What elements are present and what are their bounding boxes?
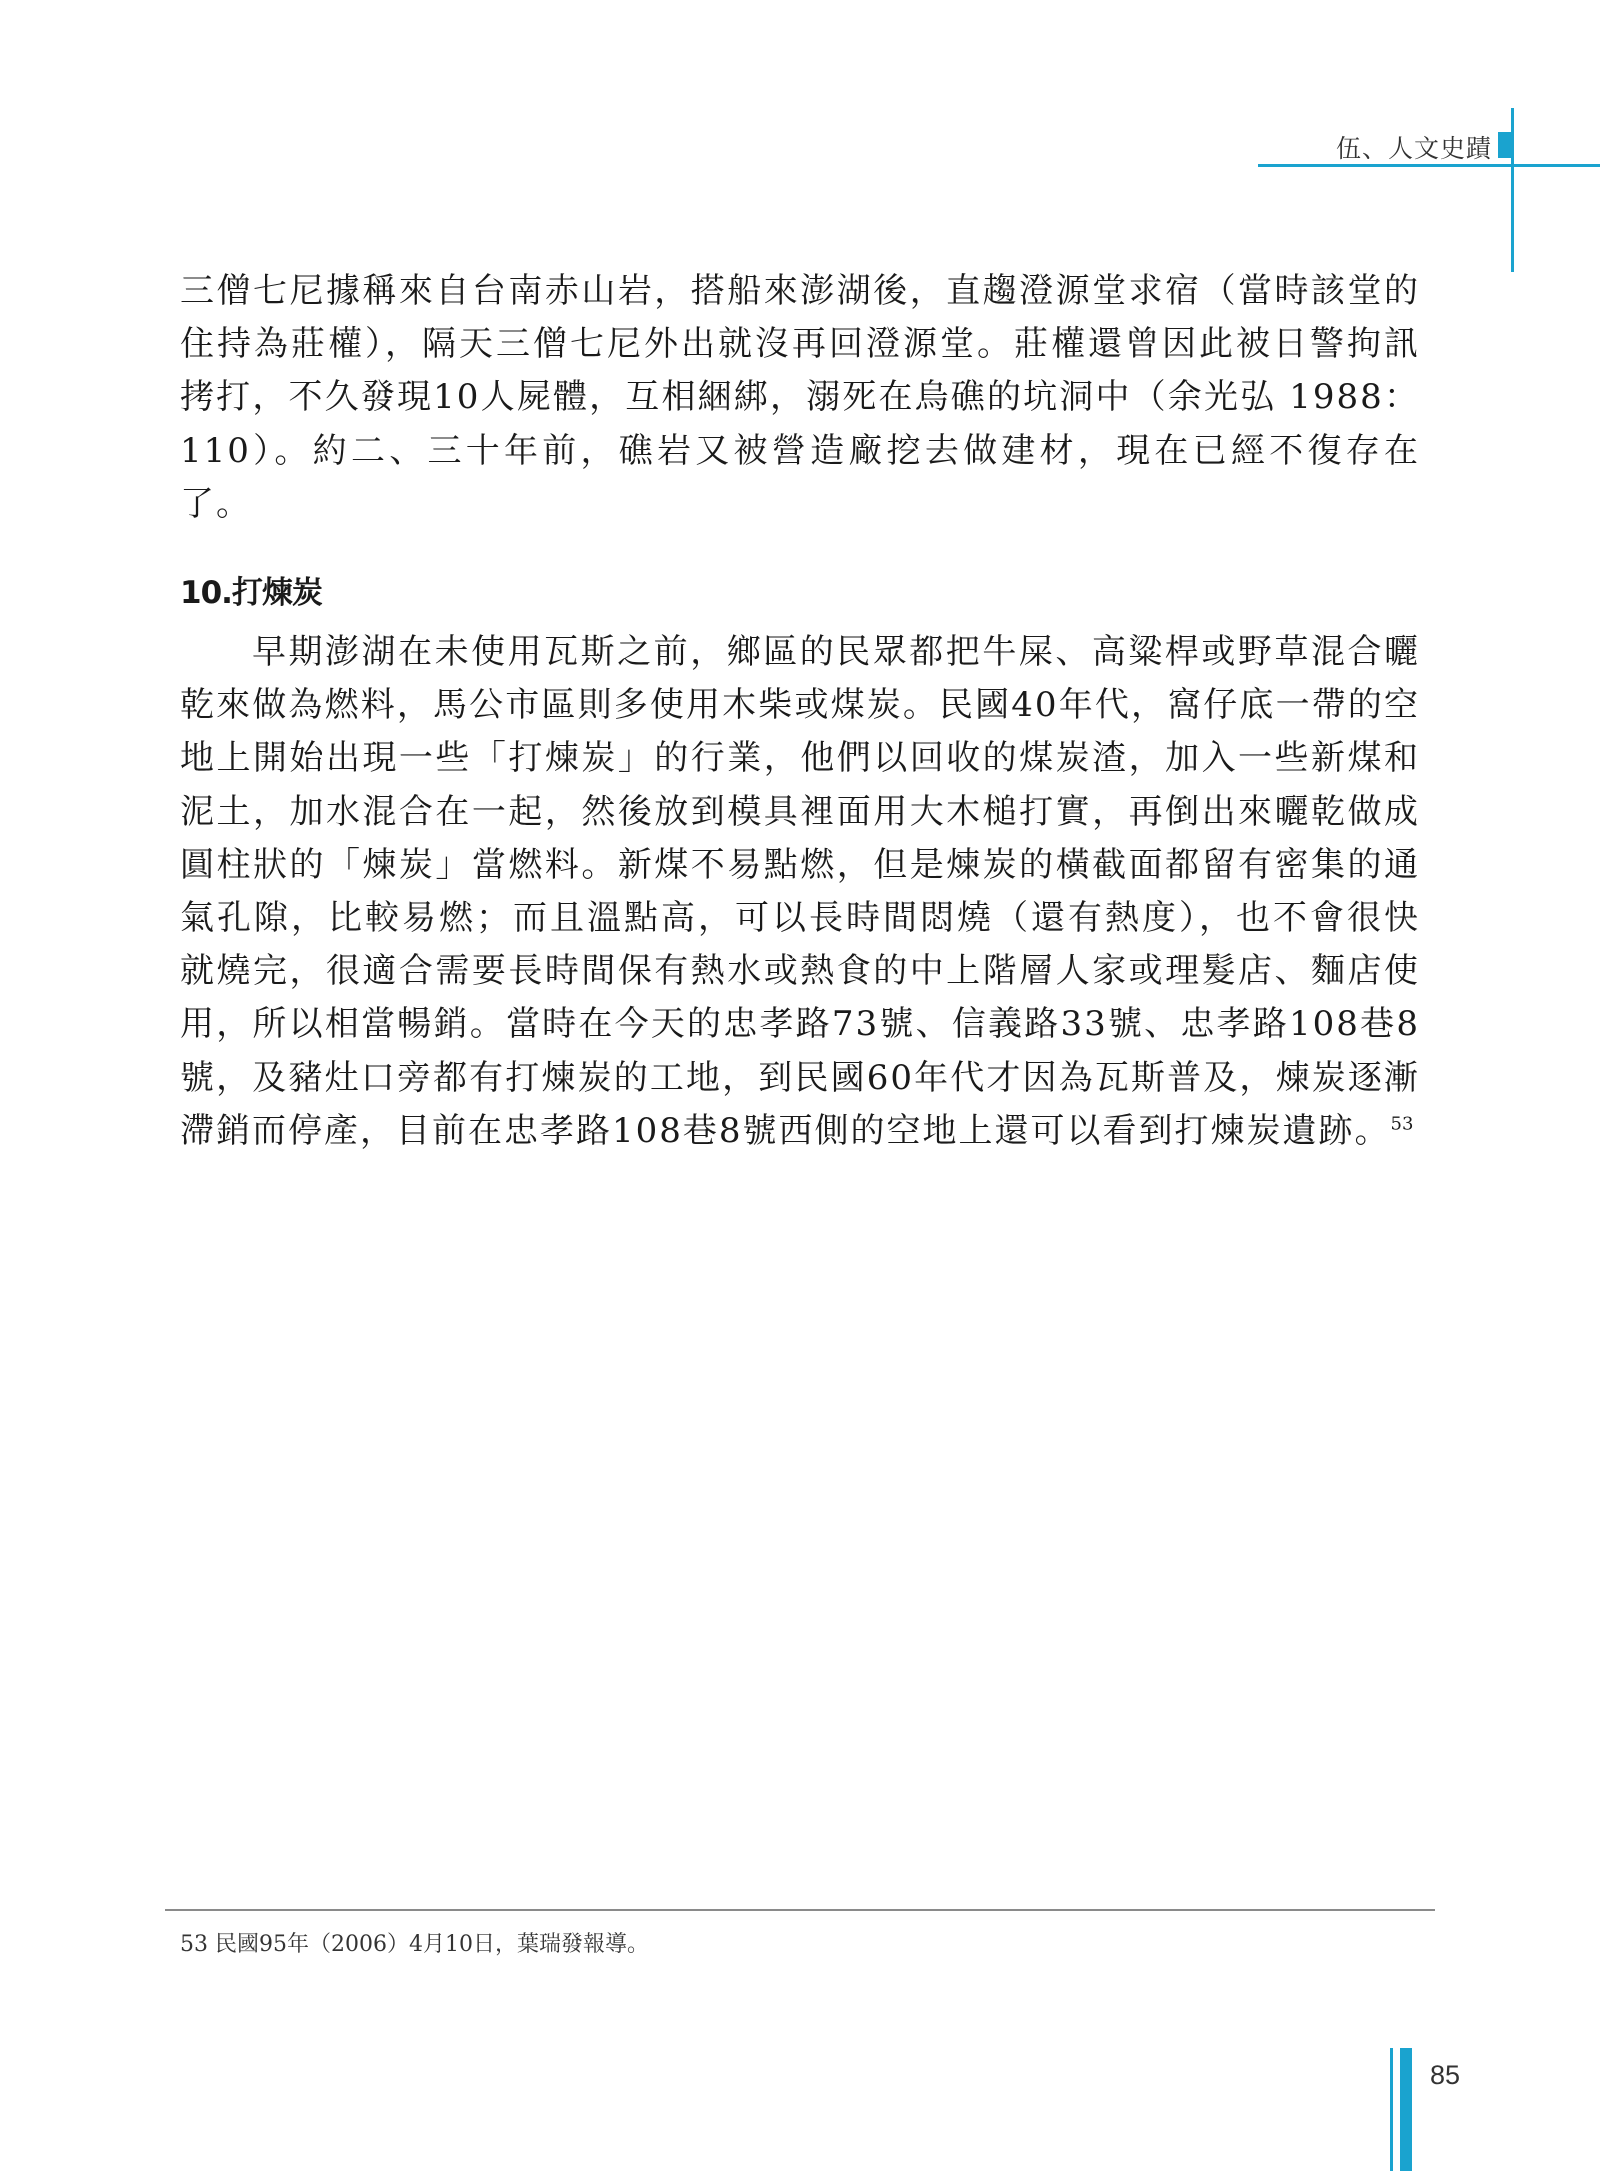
header-accent-block (1498, 132, 1511, 158)
running-header-title: 伍、人文史蹟 (1335, 134, 1492, 163)
footnote-divider (165, 1909, 1435, 1911)
body-paragraph-1: 三僧七尼據稱來自台南赤山岩，搭船來澎湖後，直趨澄源堂求宿（當時該堂的住持為莊權），隔天三僧七尼外出就沒再回澄源堂。莊權還曾因此被日警拘訊拷打，不久發現10人屍體，互相綑綁，溺死在烏礁的坑洞中（余光弘 1988：110）。約二、三十年前，礁岩又被營造廠挖去做建材，現在已經不復存在了。 (180, 271, 1420, 524)
body-paragraph-2-text: 早期澎湖在未使用瓦斯之前，鄉區的民眾都把牛屎、高粱桿或野草混合曬乾來做為燃料，馬公市區則多使用木柴或煤炭。民國40年代，窩仔底一帶的空地上開始出現一些「打煉炭」的行業，他們以回收的煤炭渣，加入一些新煤和泥土，加水混合在一起，然後放到模具裡面用大木槌打實，再倒出來曬乾做成圓柱狀的「煉炭」當燃料。新煤不易點燃，但是煉炭的橫截面都留有密集的通氣孔隙，比較易燃；而且溫點高，可以長時間悶燒（還有熱度），也不會很快就燒完，很適合需要長時間保有熱水或熱食的中上階層人家或理髮店、麵店使用，所以相當暢銷。當時在今天的忠孝路73號、信義路33號、忠孝路108巷8號，及豬灶口旁都有打煉炭的工地，到民國60年代才因為瓦斯普及，煉炭逐漸滯銷而停產，目前在忠孝路108巷8號西側的空地上還可以看到打煉炭遺跡。 (180, 632, 1420, 1151)
page-number-accent-bar (1400, 2048, 1412, 2171)
body-paragraph-2 (180, 626, 1420, 1158)
section-heading: 10.打煉炭 (180, 575, 322, 611)
page-number-accent-line (1390, 2048, 1393, 2171)
footnote-text: 53 民國95年（2006）4月10日，葉瑞發報導。 (180, 1932, 649, 1957)
footnote-reference[interactable]: 53 (1390, 1113, 1414, 1135)
header-accent-vertical-line (1511, 108, 1514, 272)
page-number: 85 (1430, 2060, 1461, 2090)
